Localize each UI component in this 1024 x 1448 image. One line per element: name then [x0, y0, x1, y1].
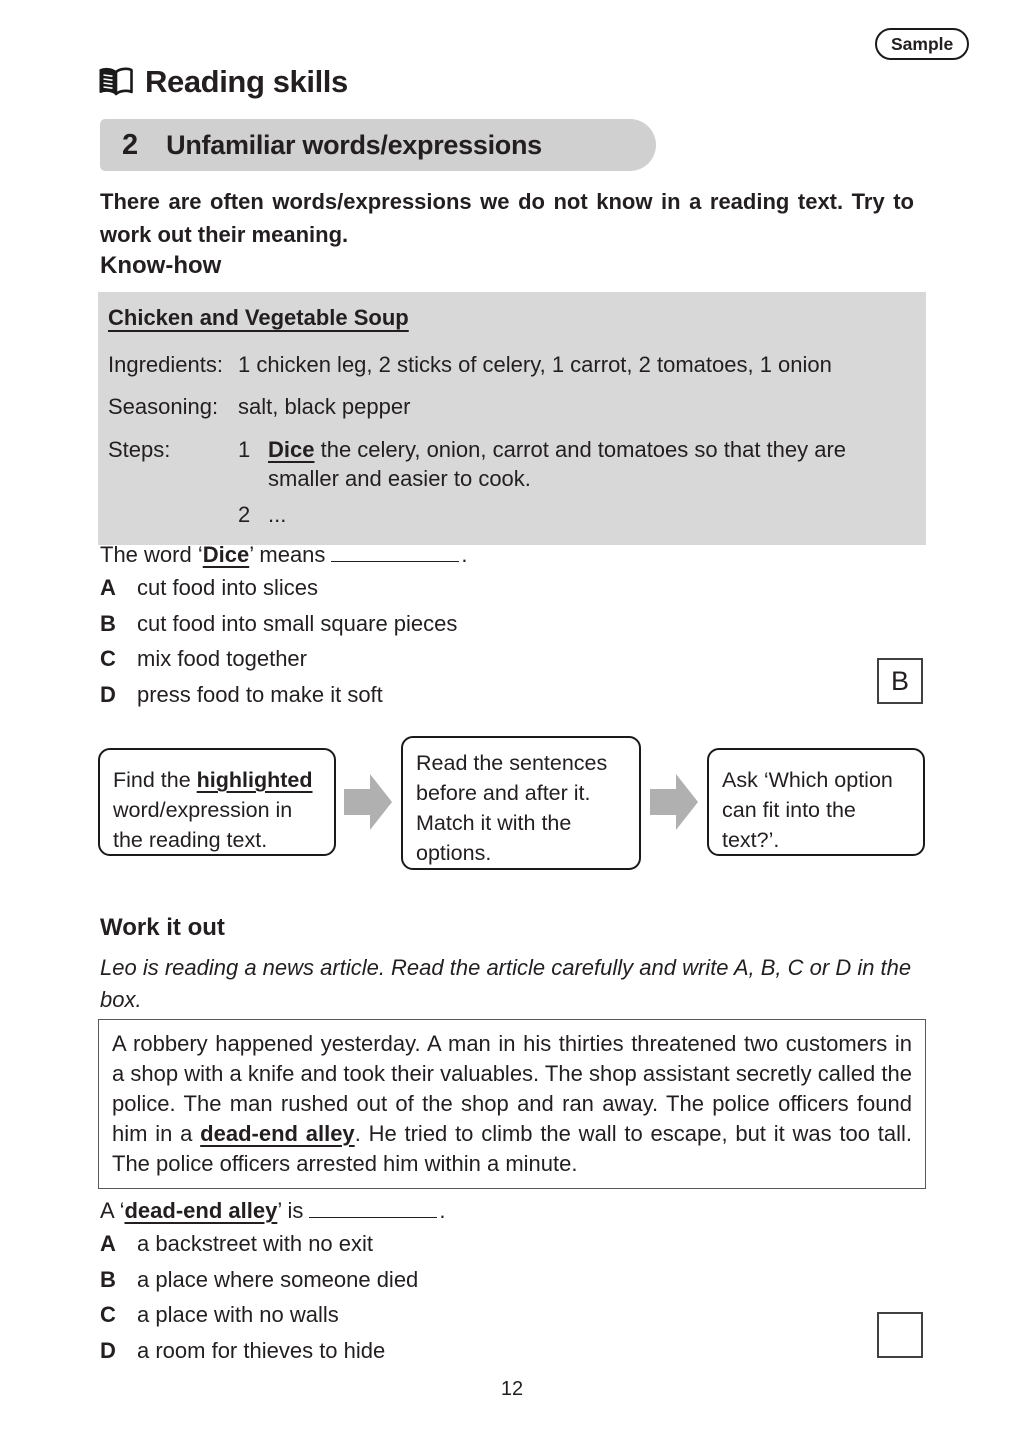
seasoning-label: Seasoning: — [108, 394, 219, 419]
option-2c — [100, 1303, 418, 1326]
option-2b — [100, 1268, 418, 1291]
flow-step-1-keyword: highlighted — [196, 768, 313, 792]
task-instruction: Leo is reading a news article. Read the article carefully and write A, B, C or D in the box. — [100, 955, 912, 1012]
option-2b-text: a place where someone died — [137, 1266, 419, 1292]
option-1a — [100, 576, 457, 599]
step-1-number: 1 — [238, 437, 251, 462]
page-number: 12 — [500, 1378, 524, 1400]
question-1-options — [100, 576, 457, 718]
recipe-ingredients-row — [108, 351, 912, 379]
right-arrow-icon — [650, 774, 698, 835]
option-1c — [100, 647, 457, 670]
section-title: Unfamiliar words/expressions — [166, 129, 542, 160]
step-2-text: ... — [268, 502, 287, 527]
sample-badge — [875, 28, 969, 60]
option-2d-letter: D — [100, 1337, 116, 1363]
answer-box-2[interactable] — [877, 1312, 923, 1358]
recipe-title: Chicken and Vegetable Soup — [108, 305, 409, 330]
option-2c-text: a place with no walls — [137, 1302, 339, 1327]
option-2d-text: a room for thieves to hide — [137, 1337, 386, 1363]
option-1a-text: cut food into slices — [137, 575, 318, 600]
option-1d-letter: D — [100, 681, 116, 707]
answer-blank-2 — [309, 1196, 437, 1218]
option-1c-letter: C — [100, 646, 116, 671]
option-1b-letter: B — [100, 610, 116, 636]
step-1-text: Dice the celery, onion, carrot and tomatoes so that they are smaller and easier to cook. — [268, 437, 847, 491]
open-book-icon — [98, 67, 134, 97]
option-2a-letter: A — [100, 1231, 116, 1256]
page-title-text: Reading skills — [145, 64, 348, 99]
section-header — [100, 119, 656, 171]
work-it-out-heading: Work it out — [100, 914, 225, 941]
question-1: The word ‘Dice’ means . — [100, 542, 468, 567]
intro-paragraph: There are often words/expressions we do not know in a reading text. Try to work out their meaning. — [100, 189, 914, 247]
flow-step-1: Find the highlighted word/expression in the reading text. — [98, 748, 336, 856]
seasoning-value: salt, black pepper — [238, 394, 411, 419]
recipe-step-1 — [108, 435, 912, 493]
option-1c-text: mix food together — [137, 646, 307, 671]
news-article-box: A robbery happened yesterday. A man in his thirties threatened two customers in a shop with a knife and took their valuables. The shop assistant secretly called the police. The man rushed out of the shop and ran away. The police officers found him in a dead-end alley. He tried to climb the wall to escape, but it was too tall. The police officers arrested him within a minute. — [98, 1019, 926, 1189]
question-2: A ‘dead-end alley’ is . — [100, 1198, 446, 1223]
option-1b-text: cut food into small square pieces — [137, 610, 458, 636]
flow-step-3: Ask ‘Which option can fit into the text?’. — [707, 748, 925, 856]
recipe-step-2 — [108, 500, 912, 529]
steps-label: Steps: — [108, 437, 171, 462]
question-1-keyword: Dice — [202, 542, 250, 567]
answer-blank-1 — [331, 540, 459, 562]
answer-box-1-value: B — [890, 665, 909, 696]
option-2b-letter: B — [100, 1266, 116, 1292]
question-2-keyword: dead-end alley — [124, 1198, 278, 1223]
sample-badge-label: Sample — [891, 33, 954, 54]
page-title — [98, 64, 348, 100]
recipe-box — [98, 292, 926, 545]
option-1a-letter: A — [100, 575, 116, 600]
right-arrow-icon — [344, 774, 392, 835]
answer-box-1[interactable] — [877, 658, 923, 704]
option-1b — [100, 612, 457, 635]
option-2d — [100, 1339, 418, 1362]
step-2-number: 2 — [238, 502, 251, 527]
ingredients-value: 1 chicken leg, 2 sticks of celery, 1 carrot, 2 tomatoes, 1 onion — [238, 352, 832, 377]
ingredients-label: Ingredients: — [108, 352, 223, 377]
section-number: 2 — [122, 128, 139, 161]
option-1d-text: press food to make it soft — [137, 681, 383, 707]
option-2a-text: a backstreet with no exit — [137, 1231, 374, 1256]
recipe-seasoning-row — [108, 393, 912, 421]
question-2-options — [100, 1232, 418, 1374]
option-1d — [100, 683, 457, 706]
flow-step-2: Read the sentences before and after it. Match it with the options. — [401, 736, 641, 870]
highlighted-word-dice: Dice — [268, 437, 315, 462]
know-how-heading: Know-how — [100, 252, 222, 279]
option-2c-letter: C — [100, 1302, 116, 1327]
option-2a — [100, 1232, 418, 1255]
highlighted-phrase-dead-end-alley: dead-end alley — [200, 1121, 355, 1146]
